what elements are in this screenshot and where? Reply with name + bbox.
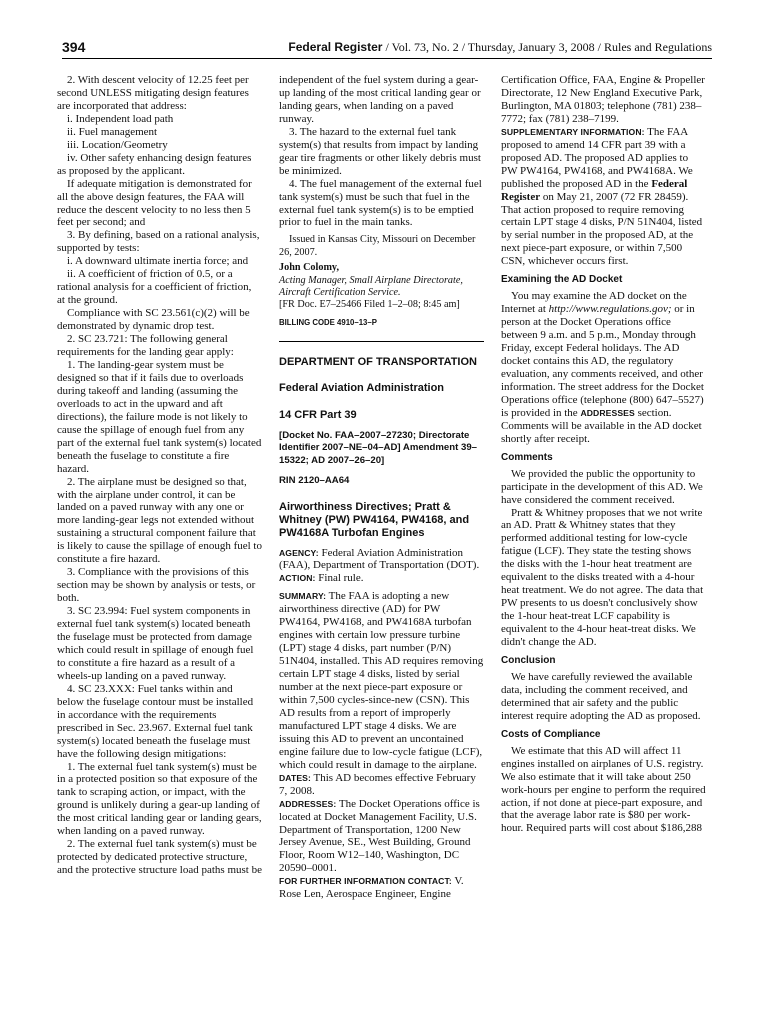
summary-label: SUMMARY:	[279, 591, 327, 602]
paragraph: 2. The external fuel tank system(s) must be protected by dedicated protective structure, and the protective structure load paths must be	[57, 838, 262, 877]
docket-number: [Docket No. FAA–2007–27230; Directorate Identifier 2007–NE–04–AD] Amendment 39–15322; AD 2007–26–20]	[279, 429, 477, 466]
page-number: 394	[62, 39, 86, 55]
journal-name: Federal Register	[288, 40, 383, 54]
rule-title: Airworthiness Directives; Pratt & Whitney (PW) PW4164, PW4168, and PW4168A Turbofan Engines	[279, 500, 470, 539]
rin-number: RIN 2120–AA64	[279, 475, 350, 487]
paragraph: iii. Location/Geometry	[67, 138, 168, 151]
agency-heading: Federal Aviation Administration	[279, 381, 445, 394]
section-heading-conclusion: Conclusion	[501, 654, 556, 666]
agency-label: AGENCY:	[279, 547, 319, 558]
contact-entry	[279, 875, 484, 901]
agency-entry	[279, 547, 484, 573]
contact-text: V. Rose Len, Aerospace Engineer, Engine	[279, 875, 464, 901]
paragraph: We estimate that this AD will affect 11 engines installed on airplanes of U.S. registry. We also estimate that it will take about 250 work-hours per engine to perform the required action, if not done at piece-part exposure, and that the average labor rate is $80 per work-hour. Required parts will cost about $186,288	[501, 744, 706, 835]
supplementary-text-b: on May 21, 2007 (72 FR 28459). That action proposed to require removing certain LPT stage 4 disks, P/N 51N404, listed by serial number in the proposed AD, at the next piece-part exposure, or within 7,500 CSN, whichever occurs first.	[501, 190, 703, 268]
header-citation: / Vol. 73, No. 2 / Thursday, January 3, 2008 / Rules and Regulations	[382, 40, 712, 54]
action-label: ACTION:	[279, 573, 316, 584]
summary-entry	[279, 590, 484, 771]
addresses-ref: ADDRESSES	[580, 407, 635, 418]
department-heading: DEPARTMENT OF TRANSPORTATION	[279, 355, 477, 368]
paragraph: 4. The fuel management of the external fuel tank system(s) must be such that fuel in the external fuel tank system(s) is to be emptied prior to fuel in the main tanks.	[279, 177, 482, 229]
supplementary-entry	[501, 126, 706, 268]
addresses-text: The Docket Operations office is located at Docket Management Facility, U.S. Department of Transportation, 1200 New Jersey Avenue, SE., West Building, Ground Floor, Room W12–140, Washington, DC 20590–0001.	[279, 797, 480, 875]
action-text: Final rule.	[318, 572, 364, 585]
examining-text-b: or in person at the Docket Operations office between 9 a.m. and 5 p.m., Monday through Friday, except Federal holidays. The AD docket contains this AD, the regulatory evaluation, any comments received, and other information. The street address for the Docket Operations office (telephone (800) 647–5527) is provided in the	[501, 303, 704, 419]
signer-name: John Colomy,	[279, 262, 340, 274]
column-2	[279, 74, 484, 901]
paragraph: 3. The hazard to the external fuel tank system(s) that results from impact by landing gear tire fragments or other likely debris must be minimized.	[279, 125, 481, 177]
addresses-entry	[279, 798, 484, 876]
federal-register-ref: Federal Register	[501, 177, 688, 203]
section-divider	[279, 341, 484, 342]
examining-text-a: You may examine the AD docket on the Internet at	[501, 290, 687, 316]
action-entry	[279, 572, 484, 585]
column-1	[57, 74, 262, 877]
regulations-url: http://www.regulations.gov;	[548, 303, 672, 316]
paragraph: independent of the fuel system during a gear-up landing of the most critical landing gear or landing gears, when landing on a paved runway.	[279, 74, 481, 125]
paragraph: iv. Other safety enhancing design features as proposed by the applicant.	[57, 151, 252, 177]
paragraph: 3. Compliance with the provisions of this section may be shown by analysis or tests, or both.	[57, 566, 256, 605]
paragraph: 3. By defining, based on a rational analysis, supported by tests:	[57, 229, 260, 255]
agency-text: Federal Aviation Administration (FAA), Department of Transportation (DOT).	[279, 546, 480, 572]
paragraph	[501, 290, 706, 445]
paragraph: 4. SC 23.XXX: Fuel tanks within and below the fuselage contour must be installed in accordance with the requirements prescribed in Sec. 23.967. External fuel tank system(s) located beneath the fuselage must have the following design mitigations:	[57, 682, 254, 760]
section-heading-examining: Examining the AD Docket	[501, 274, 623, 286]
paragraph: 1. The external fuel tank system(s) must be in a protected position so that exposure of the tank to scraping action, or impact, with the ground is unlikely during a gear-up landing of the most critical landing gear or landing gears, when landing on a paved runway.	[57, 760, 262, 838]
paragraph: 1. The landing-gear system must be designed so that if it fails due to overloads during takeoff and landing (assuming the overloads to act in the upward and aft directions), the failure mode is not likely to cause the spillage of enough fuel from any part of the external fuel tank system(s) located beneath the fuselage to constitute a fire hazard.	[57, 358, 262, 475]
paragraph: ii. A coefficient of friction of 0.5, or a rational analysis for a coefficient of friction, at the ground.	[57, 268, 252, 307]
cfr-heading: 14 CFR Part 39	[279, 408, 357, 421]
section-heading-comments: Comments	[501, 451, 553, 463]
paragraph: 3. SC 23.994: Fuel system components in external fuel tank system(s) located beneath the fuselage must be protected from damage which could result in spillage of enough fuel to constitute a fire hazard as a result of a wheels-up landing on a paved runway.	[57, 605, 254, 682]
supplementary-label: SUPPLEMENTARY INFORMATION:	[501, 126, 645, 137]
page-header	[62, 38, 712, 59]
contact-label: FOR FURTHER INFORMATION CONTACT:	[279, 876, 452, 887]
paragraph: 2. The airplane must be designed so that, with the airplane under control, it can be landed on a paved runway with any one or more landing-gear legs not extended without sustaining a structural component failure that is likely to cause the spillage of enough fuel to constitute a fire hazard.	[57, 475, 262, 566]
addresses-label: ADDRESSES:	[279, 798, 337, 809]
fr-doc-line: [FR Doc. E7–25466 Filed 1–2–08; 8:45 am]	[279, 299, 460, 311]
dates-text: This AD becomes effective February 7, 2008.	[279, 771, 476, 797]
paragraph: i. A downward ultimate inertia force; and	[67, 255, 249, 268]
signer-title: Acting Manager, Small Airplane Directorate, Aircraft Certification Service.	[279, 274, 463, 299]
paragraph: ii. Fuel management	[67, 125, 158, 138]
dates-entry	[279, 772, 484, 798]
paragraph: If adequate mitigation is demonstrated for all the above design features, the FAA will reduce the descent velocity to no less then 5 feet per second; and	[57, 177, 252, 229]
paragraph: 2. With descent velocity of 12.25 feet per second UNLESS mitigating design features are incorporated that address:	[57, 74, 249, 112]
paragraph: i. Independent load path	[67, 112, 174, 125]
billing-code: BILLING CODE 4910–13–P	[279, 317, 377, 327]
examining-text-c: section. Comments will be available in the AD docket shortly after receipt.	[501, 406, 702, 445]
column-3	[501, 74, 706, 835]
paragraph: 2. SC 23.721: The following general requirements for the landing gear apply:	[57, 333, 234, 359]
dates-label: DATES:	[279, 772, 311, 783]
issued-statement: Issued in Kansas City, Missouri on December 26, 2007.	[279, 234, 476, 258]
paragraph: Compliance with SC 23.561(c)(2) will be demonstrated by dynamic drop test.	[57, 307, 250, 333]
paragraph: We provided the public the opportunity to participate in the development of this AD. We have considered the comment received.	[501, 467, 703, 506]
paragraph: Certification Office, FAA, Engine & Propeller Directorate, 12 New England Executive Park, Burlington, MA 01803; telephone (781) 238–7772; fax (781) 238–7199.	[501, 74, 705, 125]
running-header	[288, 39, 712, 55]
paragraph: We have carefully reviewed the available data, including the comment received, and determined that air safety and the public interest require adopting the AD as proposed.	[501, 670, 701, 722]
paragraph: Pratt & Whitney proposes that we not write an AD. Pratt & Whitney states that they performed additional testing for low-cycle fatigue (LCF). They state the testing shows the disks with the 1-hour heat treatment are equivalent to the disks treated with a 4-hour heat treatment. We do not agree. The data that PW presents to us doesn't conclusively show the 1-hour heat-treat LCF capability is equivalent to the 4-hour heat-treat disks. We didn't change the AD.	[501, 506, 704, 649]
supplementary-text-a: The FAA proposed to amend 14 CFR part 39 with a proposed AD. The proposed AD applies to PW PW4164, PW4168, and PW4168A. We published the proposed AD in the	[501, 125, 693, 190]
summary-text: The FAA is adopting a new airworthiness directive (AD) for PW PW4164, PW4168, and PW4168A turbofan engines with certain low pressure turbine (LPT) stage 4 disks, part number (P/N) 51N404, installed. This AD requires removing certain LPT stage 4 disks, listed by serial number at the next piece-part exposure or within 7,500 cycles-since-new (CSN). This AD results from a report of improperly manufactured LPT stage 4 disks. We are issuing this AD to prevent an uncontained engine failure due to low-cycle fatigue (LCF), which could result in damage to the airplane.	[279, 590, 484, 771]
section-heading-costs: Costs of Compliance	[501, 728, 601, 740]
